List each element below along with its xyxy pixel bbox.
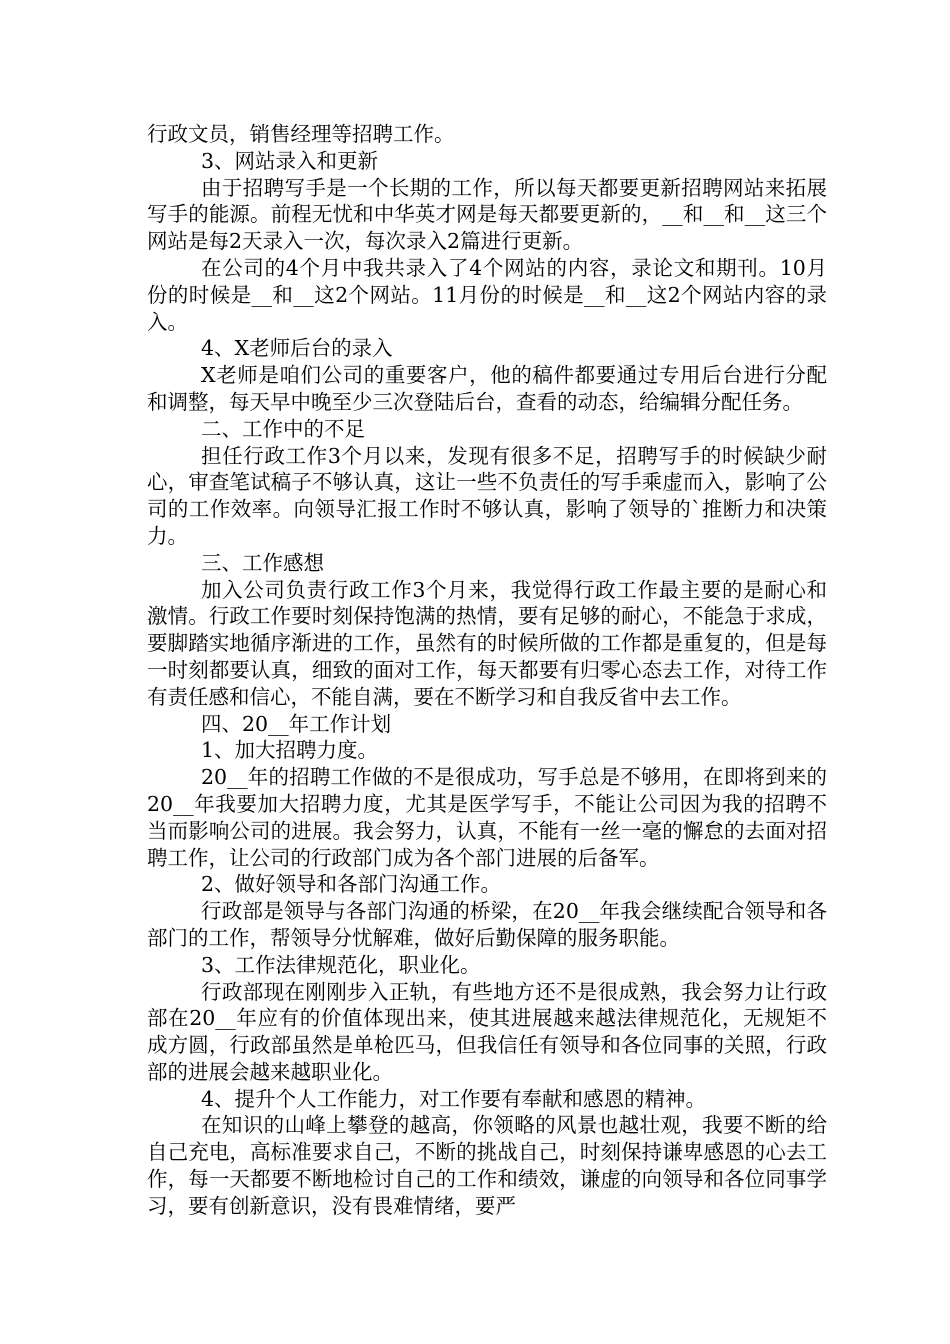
section-heading: 二、工作中的不足 bbox=[201, 416, 365, 441]
body-paragraph: 行政部现在刚刚步入正轨，有些地方还不是很成熟，我会努力让行政部在20__年应有的价值体现出来，使其进展越来越法律规范化，无规矩不成方圆，行政部虽然是单枪匹马，但我信任有领导和各位同事的关照，行政部的进展会越来越职业化。 bbox=[147, 979, 827, 1084]
section-heading: 3、工作法律规范化，职业化。 bbox=[201, 952, 481, 977]
section-heading: 3、网站录入和更新 bbox=[201, 148, 379, 173]
body-paragraph: X老师是咱们公司的重要客户，他的稿件都要通过专用后台进行分配和调整，每天早中晚至少三次登陆后台，查看的动态，给编辑分配任务。 bbox=[147, 363, 827, 414]
section-heading: 4、提升个人工作能力，对工作要有奉献和感恩的精神。 bbox=[201, 1086, 707, 1111]
body-paragraph: 在公司的4个月中我共录入了4个网站的内容，录论文和期刊。10月份的时候是__和__这2个网站。11月份的时候是__和__这2个网站内容的录入。 bbox=[147, 255, 827, 334]
body-paragraph: 由于招聘写手是一个长期的工作，所以每天都要更新招聘网站来拓展写手的能源。前程无忧和中华英才网是每天都要更新的，__和__和__这三个网站是每2天录入一次，每次录入2篇进行更新。 bbox=[147, 175, 827, 254]
section-heading: 4、X老师后台的录入 bbox=[201, 336, 393, 361]
body-paragraph: 加入公司负责行政工作3个月来，我觉得行政工作最主要的是耐心和激情。行政工作要时刻保持饱满的热情，要有足够的耐心，不能急于求成，要脚踏实地循序渐进的工作，虽然有的时候所做的工作都是重复的，但是每一时刻都要认真，细致的面对工作，每天都要有归零心态去工作，对待工作有责任感和信心，不能自满，要在不断学习和自我反省中去工作。 bbox=[147, 577, 827, 709]
body-paragraph: 20__年的招聘工作做的不是很成功，写手总是不够用，在即将到来的20__年我要加大招聘力度，尤其是医学写手，不能让公司因为我的招聘不当而影响公司的进展。我会努力，认真，不能有一丝一毫的懈怠的去面对招聘工作，让公司的行政部门成为各个部门进展的后备军。 bbox=[147, 765, 827, 870]
section-heading: 2、做好领导和各部门沟通工作。 bbox=[201, 872, 502, 897]
section-heading: 四、20__年工作计划 bbox=[201, 711, 392, 736]
body-paragraph: 在知识的山峰上攀登的越高，你领略的风景也越壮观，我要不断的给自己充电，高标准要求自己，不断的挑战自己，时刻保持谦卑感恩的心去工作，每一天都要不断地检讨自己的工作和绩效，谦虚的向领导和各位同事学习，要有创新意识，没有畏难情绪，要严 bbox=[147, 1113, 827, 1218]
paragraph-continuation: 行政文员，销售经理等招聘工作。 bbox=[147, 122, 455, 146]
section-heading: 三、工作感想 bbox=[201, 550, 324, 575]
document-body bbox=[147, 121, 827, 1220]
body-paragraph: 担任行政工作3个月以来，发现有很多不足，招聘写手的时候缺少耐心，审查笔试稿子不够认真，这让一些不负责任的写手乘虚而入，影响了公司的工作效率。向领导汇报工作时不够认真，影响了领导的`推断力和决策力。 bbox=[147, 443, 827, 548]
body-paragraph: 行政部是领导与各部门沟通的桥梁，在20__年我会继续配合领导和各部门的工作，帮领导分忧解难，做好后勤保障的服务职能。 bbox=[147, 899, 827, 950]
section-heading: 1、加大招聘力度。 bbox=[201, 738, 379, 763]
